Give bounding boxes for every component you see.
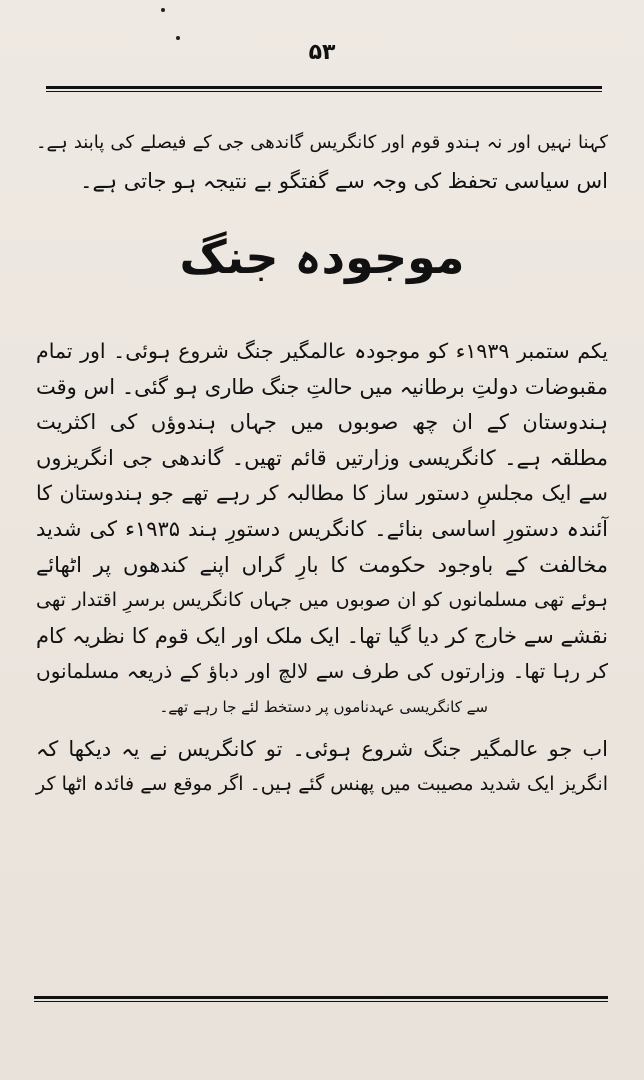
text-line: ہندوستان کے ان چھ صوبوں میں جہاں ہندوؤں کی اکثریت — [36, 410, 608, 435]
text-line: یکم ستمبر ۱۹۳۹ء کو موجودہ عالمگیر جنگ شروع ہوئی۔ اور تمام — [36, 339, 608, 363]
text-line: سے ایک مجلسِ دستور ساز کا مطالبہ کر رہے تھے جو ہندوستان کا — [36, 481, 608, 506]
text-line: سے کانگریسی عہدناموں پر دستخط لئے جا رہے تھے۔ — [159, 697, 488, 716]
text-line: اس سیاسی تحفظ کی وجہ سے گفتگو بے نتیجہ ہو جاتی ہے۔ — [80, 169, 608, 193]
text-line: آئندہ دستورِ اساسی بنائے۔ کانگریس دستورِ ہند ۱۹۳۵ء کی شدید — [36, 516, 608, 541]
text-line: کر رہا تھا۔ وزارتوں کی طرف سے لالچ اور دباؤ کے ذریعہ مسلمانوں — [36, 659, 608, 684]
text-line: کہنا نہیں اور نہ ہندو قوم اور کانگریس گاندھی جی کے فیصلے کی پابند ہے۔ — [36, 132, 608, 153]
body-text — [36, 334, 608, 803]
paragraph — [36, 732, 608, 803]
intro-text — [36, 124, 608, 200]
text-line: مقبوضات دولتِ برطانیہ میں حالتِ جنگ طاری ہو گئی۔ اس وقت — [36, 374, 608, 399]
text-line: مطلقہ ہے۔ کانگریسی وزارتیں قائم تھیں۔ گاندھی جی انگریزوں — [36, 445, 608, 470]
paragraph — [36, 334, 608, 726]
text-line: اب جو عالمگیر جنگ شروع ہوئی۔ تو کانگریس نے یہ دیکھا کہ — [36, 736, 608, 761]
text-line: انگریز ایک شدید مصیبت میں پھنس گئے ہیں۔ اگر موقع سے فائدہ اٹھا کر — [36, 773, 608, 796]
text-line: ہوئے تھی مسلمانوں کو ان صوبوں میں جہاں کانگریس برسرِ اقتدار تھی — [36, 589, 608, 612]
footer-rule — [34, 996, 608, 1002]
ink-speck — [161, 8, 165, 12]
header-rule — [46, 86, 602, 92]
text-line: مخالفت کے باوجود حکومت کا بارِ گراں اپنے کندھوں پر اٹھائے — [36, 552, 608, 577]
text-line: نقشے سے خارج کر دیا گیا تھا۔ ایک ملک اور ایک قوم کا نظریہ کام — [36, 623, 608, 648]
page-number: ۵۳ — [308, 40, 336, 65]
section-heading: موجودہ جنگ — [179, 230, 465, 284]
